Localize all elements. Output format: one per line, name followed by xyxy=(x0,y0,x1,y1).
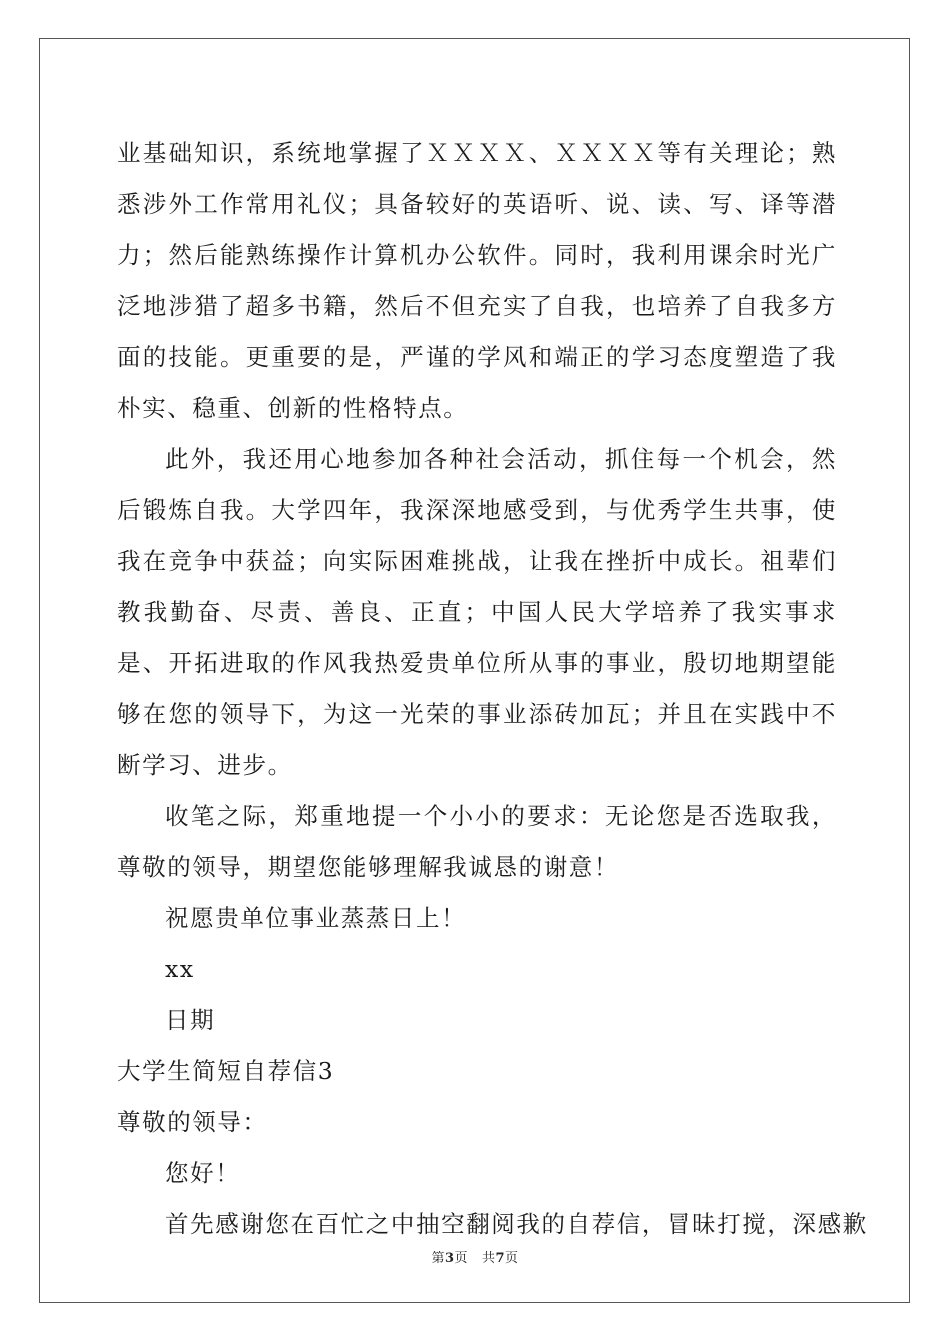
footer-prefix: 第 xyxy=(431,1251,445,1266)
paragraph-activities: 此外，我还用心地参加各种社会活动，抓住每一个机会，然后锻炼自我。大学四年，我深深地感受到，与优秀学生共事，使我在竞争中获益；向实际困难挑战，让我在挫折中成长。祖辈们教我勤奋、尽责、善良、正直；中国人民大学培养了我实事求是、开拓进取的作风我热爱贵单位所从事的事业，殷切地期望能够在您的领导下，为这一光荣的事业添砖加瓦；并且在实践中不断学习、进步。 xyxy=(117,445,837,779)
greeting: 您好！ xyxy=(165,1159,241,1187)
paragraph-skills: 业基础知识，系统地掌握了ＸＸＸＸ、ＸＸＸＸ等有关理论；熟悉涉外工作常用礼仪；具备较好的英语听、说、读、写、译等潜力；然后能熟练操作计算机办公软件。同时，我利用课余时光广泛地涉猎了超多书籍，然后不但充实了自我，也培养了自我多方面的技能。更重要的是，严谨的学风和端正的学习态度塑造了我朴实、稳重、创新的性格特点。 xyxy=(117,139,837,422)
section-heading: 大学生简短自荐信3 xyxy=(117,1057,335,1085)
footer-suffix: 页 xyxy=(505,1251,519,1266)
salutation: 尊敬的领导： xyxy=(117,1108,268,1136)
signature-name: xx xyxy=(165,955,195,983)
paragraph-opening: 首先感谢您在百忙之中抽空翻阅我的自荐信，冒昧打搅，深感歉 xyxy=(165,1210,868,1238)
signature-date: 日期 xyxy=(165,1006,216,1034)
page-footer xyxy=(0,1247,950,1266)
footer-current-page: 3 xyxy=(445,1251,455,1266)
paragraph-closing-request: 收笔之际，郑重地提一个小小的要求：无论您是否选取我，尊敬的领导，期望您能够理解我诚恳的谢意！ xyxy=(117,802,837,881)
footer-middle: 页 共 xyxy=(454,1251,496,1266)
footer-total-pages: 7 xyxy=(495,1251,505,1266)
document-body xyxy=(117,128,868,1250)
paragraph-wishes: 祝愿贵单位事业蒸蒸日上！ xyxy=(165,904,467,932)
